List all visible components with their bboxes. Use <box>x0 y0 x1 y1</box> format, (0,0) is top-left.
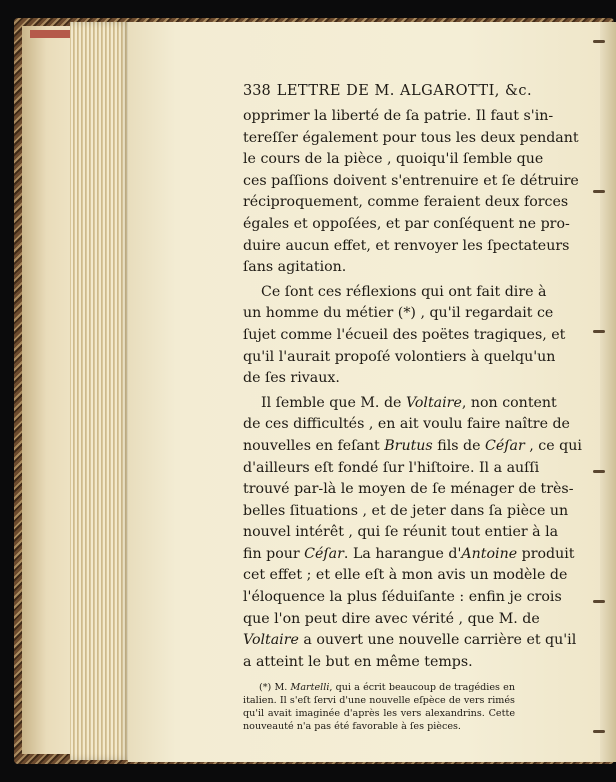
binding-stitch <box>593 470 605 473</box>
binding-stitch <box>593 600 605 603</box>
text-line: de ſes rivaux. <box>243 370 340 387</box>
text-line: nouvel intérêt , qui ſe réunit tout entier à la <box>243 524 559 541</box>
binding-stitch <box>593 190 605 193</box>
text-line: tereſſer également pour tous les deux pendant <box>243 129 579 146</box>
right-binding-strip <box>600 22 616 762</box>
running-head <box>243 82 533 106</box>
name-cesar: Céſar <box>304 545 344 562</box>
binding-stitch <box>593 40 605 43</box>
text-line: fin pour Céſar. La harangue d'Antoine produit <box>243 545 575 562</box>
text-line: le cours de la pièce , quoiqu'il ſemble que <box>243 151 544 168</box>
name-antoine: Antoine <box>461 545 518 562</box>
footnote-line: italien. Il s'eſt ſervi d'une nouvelle eſpèce de vers rimés <box>243 695 515 707</box>
binding-stitch <box>593 730 605 733</box>
text-line: d'ailleurs eſt fondé ſur l'hiſtoire. Il a auſſi <box>243 459 540 476</box>
page-text <box>243 82 582 733</box>
red-page-edge <box>30 30 74 38</box>
text-line: duire aucun effet, et renvoyer les ſpectateurs <box>243 237 570 254</box>
footnote-line: qu'il avait imaginée d'après les vers alexandrins. Cette <box>243 708 515 720</box>
text-line: que l'on peut dire avec vérité , que M. de <box>243 610 540 627</box>
text-line: Il ſemble que M. de Voltaire, non content <box>261 394 557 411</box>
text-line: ces paſſions doivent s'entrenuire et ſe détruire <box>243 172 579 189</box>
text-line: de ces difficultés , en ait voulu faire naître de <box>243 416 570 433</box>
running-title: LETTRE DE M. ALGAROTTI, &c. <box>276 83 533 99</box>
text-line: Ce ſont ces réflexions qui ont fait dire à <box>261 283 547 300</box>
text-line: trouvé par-là le moyen de ſe ménager de très- <box>243 481 574 498</box>
text-line: qu'il l'aurait propoſé volontiers à quelqu'un <box>243 348 556 365</box>
name-brutus: Brutus <box>384 437 433 454</box>
name-voltaire: Voltaire <box>405 394 462 411</box>
binding-stitch <box>593 330 605 333</box>
text-line: nouvelles en feſant Brutus fils de Céſar , ce qui <box>243 437 582 454</box>
footnote <box>243 681 515 733</box>
name-martelli: Martelli <box>290 682 330 694</box>
text-line: égales et oppoſées, et par conſéquent ne pro- <box>243 215 570 232</box>
name-voltaire: Voltaire <box>243 632 299 649</box>
text-line: l'éloquence la plus ſéduiſante : enfin je crois <box>243 589 562 606</box>
text-line: réciproquement, comme feraient deux forces <box>243 194 569 211</box>
page-number: 338 <box>243 83 271 99</box>
footnote-line: (*) M. Martelli, qui a écrit beaucoup de tragédies en <box>259 682 515 694</box>
text-line: un homme du métier (*) , qu'il regardait ce <box>243 305 554 322</box>
footnote-line: nouveauté n'a pas été favorable à ſes pièces. <box>243 721 461 733</box>
text-line: a atteint le but en même temps. <box>243 653 473 670</box>
text-line: cet effet ; et elle eſt à mon avis un modèle de <box>243 567 568 584</box>
text-line: belles ſituations , et de jeter dans ſa pièce un <box>243 502 569 519</box>
text-line: Voltaire a ouvert une nouvelle carrière et qu'il <box>243 632 577 649</box>
text-line: opprimer la liberté de ſa patrie. Il faut s'in- <box>243 108 554 124</box>
name-cesar: Céſar <box>485 437 525 454</box>
text-line: ſujet comme l'écueil des poëtes tragiques, et <box>243 326 566 343</box>
stacked-page-edges <box>70 22 132 760</box>
text-line: ſans agitation. <box>243 259 347 276</box>
